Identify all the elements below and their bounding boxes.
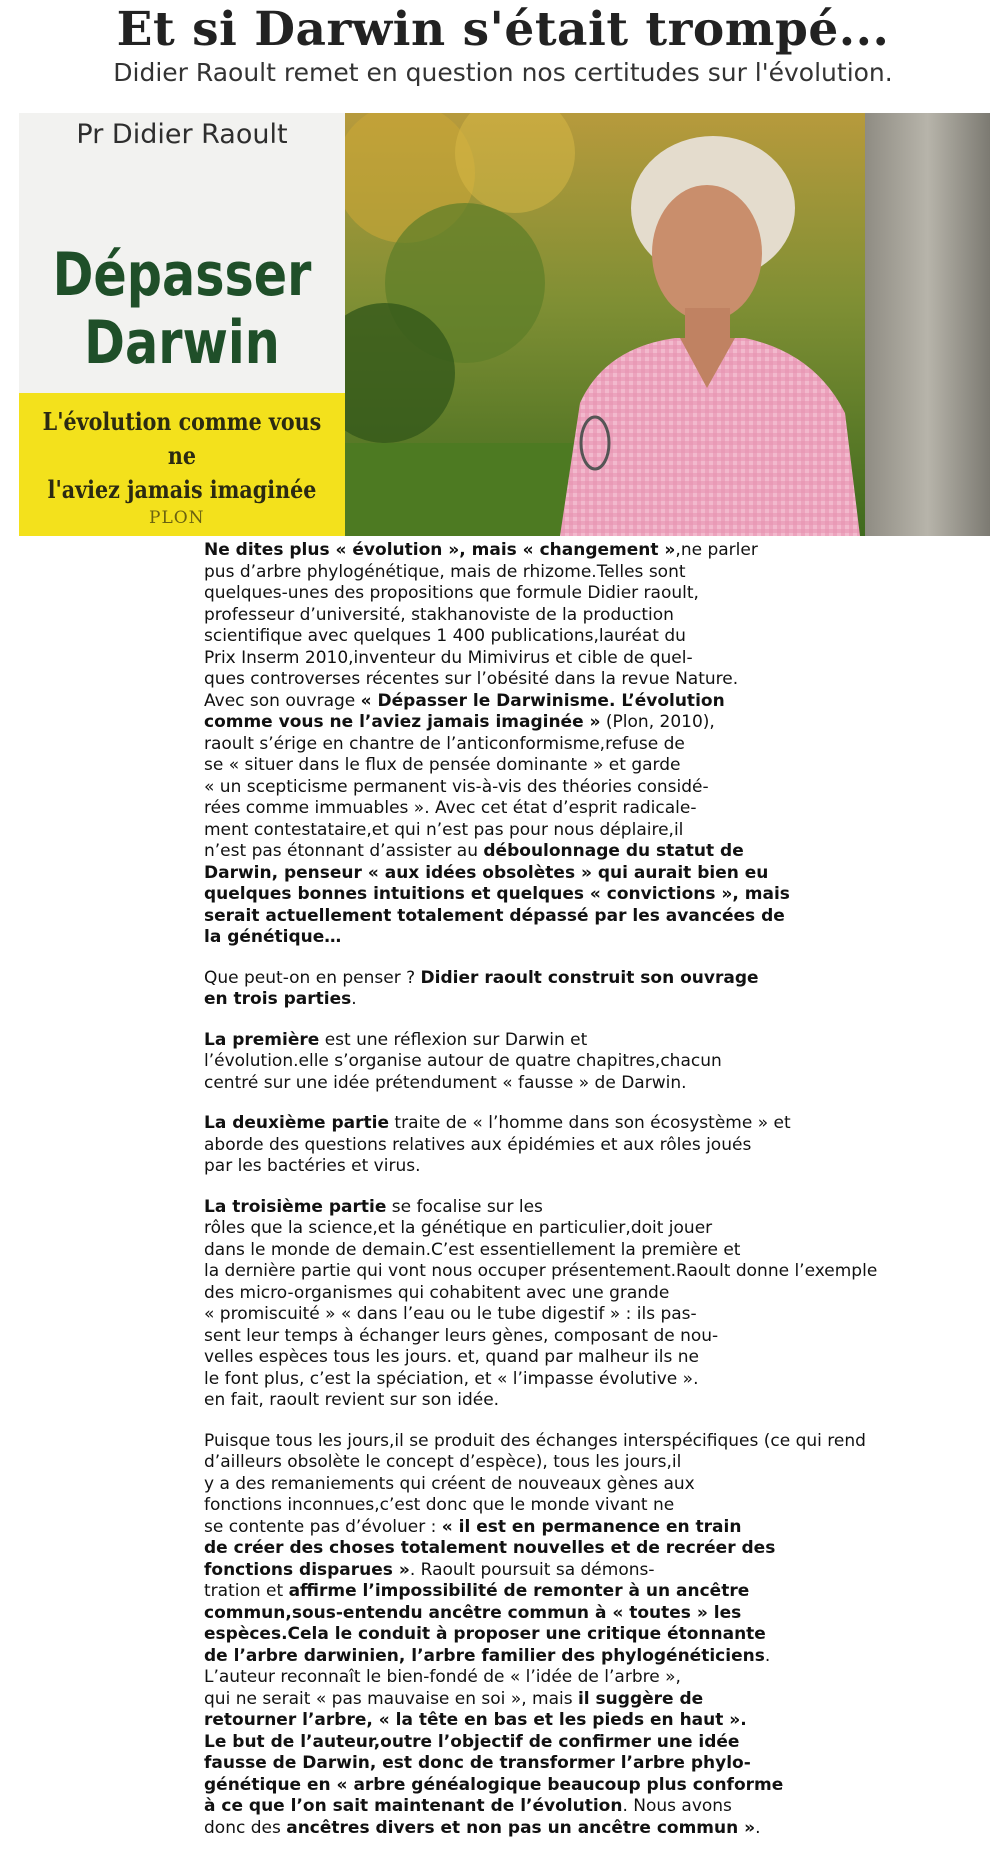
body-text: Puisque tous les jours,il se produit des échanges interspécifiques (ce qui rend d’ailleurs obsolète le concept d’espèce), tous les jours,il y a des remaniements qui créent de nouveaux gènes aux fonctions inconnues,c’est donc que le monde vivant ne se contente pas d’évoluer : xyxy=(204,1430,866,1537)
bold-text: Ne dites plus « évolution », mais « changement » xyxy=(204,540,676,560)
hero-banner xyxy=(19,113,990,536)
bold-text: affirme l’impossibilité de remonter à un ancêtre commun,sous-entendu ancêtre commun à « toutes » les espèces.Cela le conduit à proposer une critique étonnante de l’arbre darwinien, l’arbre familier des phylogénéticiens xyxy=(204,1581,766,1666)
bold-text: déboulonnage du statut de Darwin, penseur « aux idées obsolètes » qui aurait bien eu quelques bonnes intuitions et quelques « convictions », mais serait actuellement totalement dépassé par les avancées de la génétique… xyxy=(204,841,790,947)
article-body xyxy=(204,540,974,1858)
body-text: . Nous avons donc des xyxy=(204,1796,732,1838)
cover-subtitle xyxy=(42,405,322,507)
portrait-illustration xyxy=(345,113,990,536)
page-subtitle: Didier Raoult remet en question nos certitudes sur l'évolution. xyxy=(113,58,893,87)
bold-text: « Dépasser le Darwinisme. L’évolution comme vous ne l’aviez jamais imaginée » xyxy=(204,690,725,732)
bold-text: La première xyxy=(204,1029,320,1050)
body-text: se focalise sur les rôles que la science,et la génétique en particulier,doit jouer dans le monde de demain.C’est essentiellement la première et la dernière partie qui vont nous occuper présentement.Raoult donne l’exemple des micro-organismes qui cohabitent avec une grande « promiscuité » « dans l’eau ou le tube digestif » : ils pas- sent leur temps à échanger leurs gènes, composant de nou- velles espèces tous les jours. et, quand par malheur ils ne le font plus, c’est la spéciation, et « l’impasse évolutive ». en fait, raoult revient sur son idée. xyxy=(204,1196,878,1410)
cover-subtitle-line1: L'évolution comme vous ne xyxy=(42,407,322,470)
body-text: . Raoult poursuit sa démons- tration et xyxy=(204,1559,655,1601)
bold-text: La troisième partie xyxy=(204,1196,387,1217)
article-paragraph xyxy=(204,1431,974,1840)
book-cover xyxy=(19,113,345,536)
cover-publisher: PLON xyxy=(149,508,205,528)
bold-text: il suggère de retourner l’arbre, « la tête en bas et les pieds en haut ». Le but de l’auteur,outre l’objectif de confirmer une idée fausse de Darwin, est donc de transformer l’arbre phylo- génétique en « arbre généalogique beaucoup plus conforme à ce que l’on sait maintenant de l’évolution xyxy=(204,1688,784,1816)
bold-text: Didier raoult construit son ouvrage en trois parties xyxy=(204,967,759,1009)
article-paragraph xyxy=(204,968,974,1011)
cover-title-line2: Darwin xyxy=(84,308,280,378)
body-text: est une réflexion sur Darwin et l’évolution.elle s’organise autour de quatre chapitres,chacun centré sur une idée prétendument « fausse » de Darwin. xyxy=(204,1029,722,1093)
body-text: ,ne parler pus d’arbre phylogénétique, mais de rhizome.Telles sont quelques-unes des propositions que formule Didier raoult, professeur d’université, stakhanoviste de la production scientifique avec quelques 1 400 publications,lauréat du Prix Inserm 2010,inventeur du Mimivirus et cible de quel- ques controverses récentes sur l’obésité dans la revue Nature. Avec son ouvrage xyxy=(204,540,758,711)
portrait-photo xyxy=(345,113,990,536)
body-text: . xyxy=(755,1817,761,1838)
body-text: (Plon, 2010), raoult s’érige en chantre de l’anticonformisme,refuse de se « situer dans le flux de pensée dominante » et garde « un scepticisme permanent vis-à-vis des théories considé- rées comme immuables ». Avec cet état d’esprit radicale- ment contestataire,et qui n’est pas pour nous déplaire,il n’est pas étonnant d’assister au xyxy=(204,712,715,861)
body-text: . L’auteur reconnaît le bien-fondé de « l’idée de l’arbre », qui ne serait « pas mauvaise en soi », mais xyxy=(204,1645,771,1709)
bold-text: La deuxième partie xyxy=(204,1113,390,1133)
cover-title xyxy=(48,241,315,377)
body-text: Que peut-on en penser ? xyxy=(204,967,421,988)
body-text: . xyxy=(351,989,357,1009)
article-paragraph xyxy=(204,1197,974,1412)
article-paragraph xyxy=(204,540,974,949)
body-text: traite de « l’homme dans son écosystème » et aborde des questions relatives aux épidémies et aux rôles joués par les bactéries et virus. xyxy=(204,1113,791,1176)
bold-text: ancêtres divers et non pas un ancêtre commun » xyxy=(286,1817,756,1838)
bold-text: « il est en permanence en train de créer des choses totalement nouvelles et de recréer des fonctions disparues » xyxy=(204,1516,776,1580)
page-title: Et si Darwin s'était trompé... xyxy=(116,2,890,57)
article-paragraph xyxy=(204,1030,974,1095)
cover-title-line1: Dépasser xyxy=(52,240,312,310)
article-paragraph xyxy=(204,1113,974,1178)
cover-author: Pr Didier Raoult xyxy=(76,119,288,150)
cover-subtitle-line2: l'aviez jamais imaginée xyxy=(47,475,317,504)
